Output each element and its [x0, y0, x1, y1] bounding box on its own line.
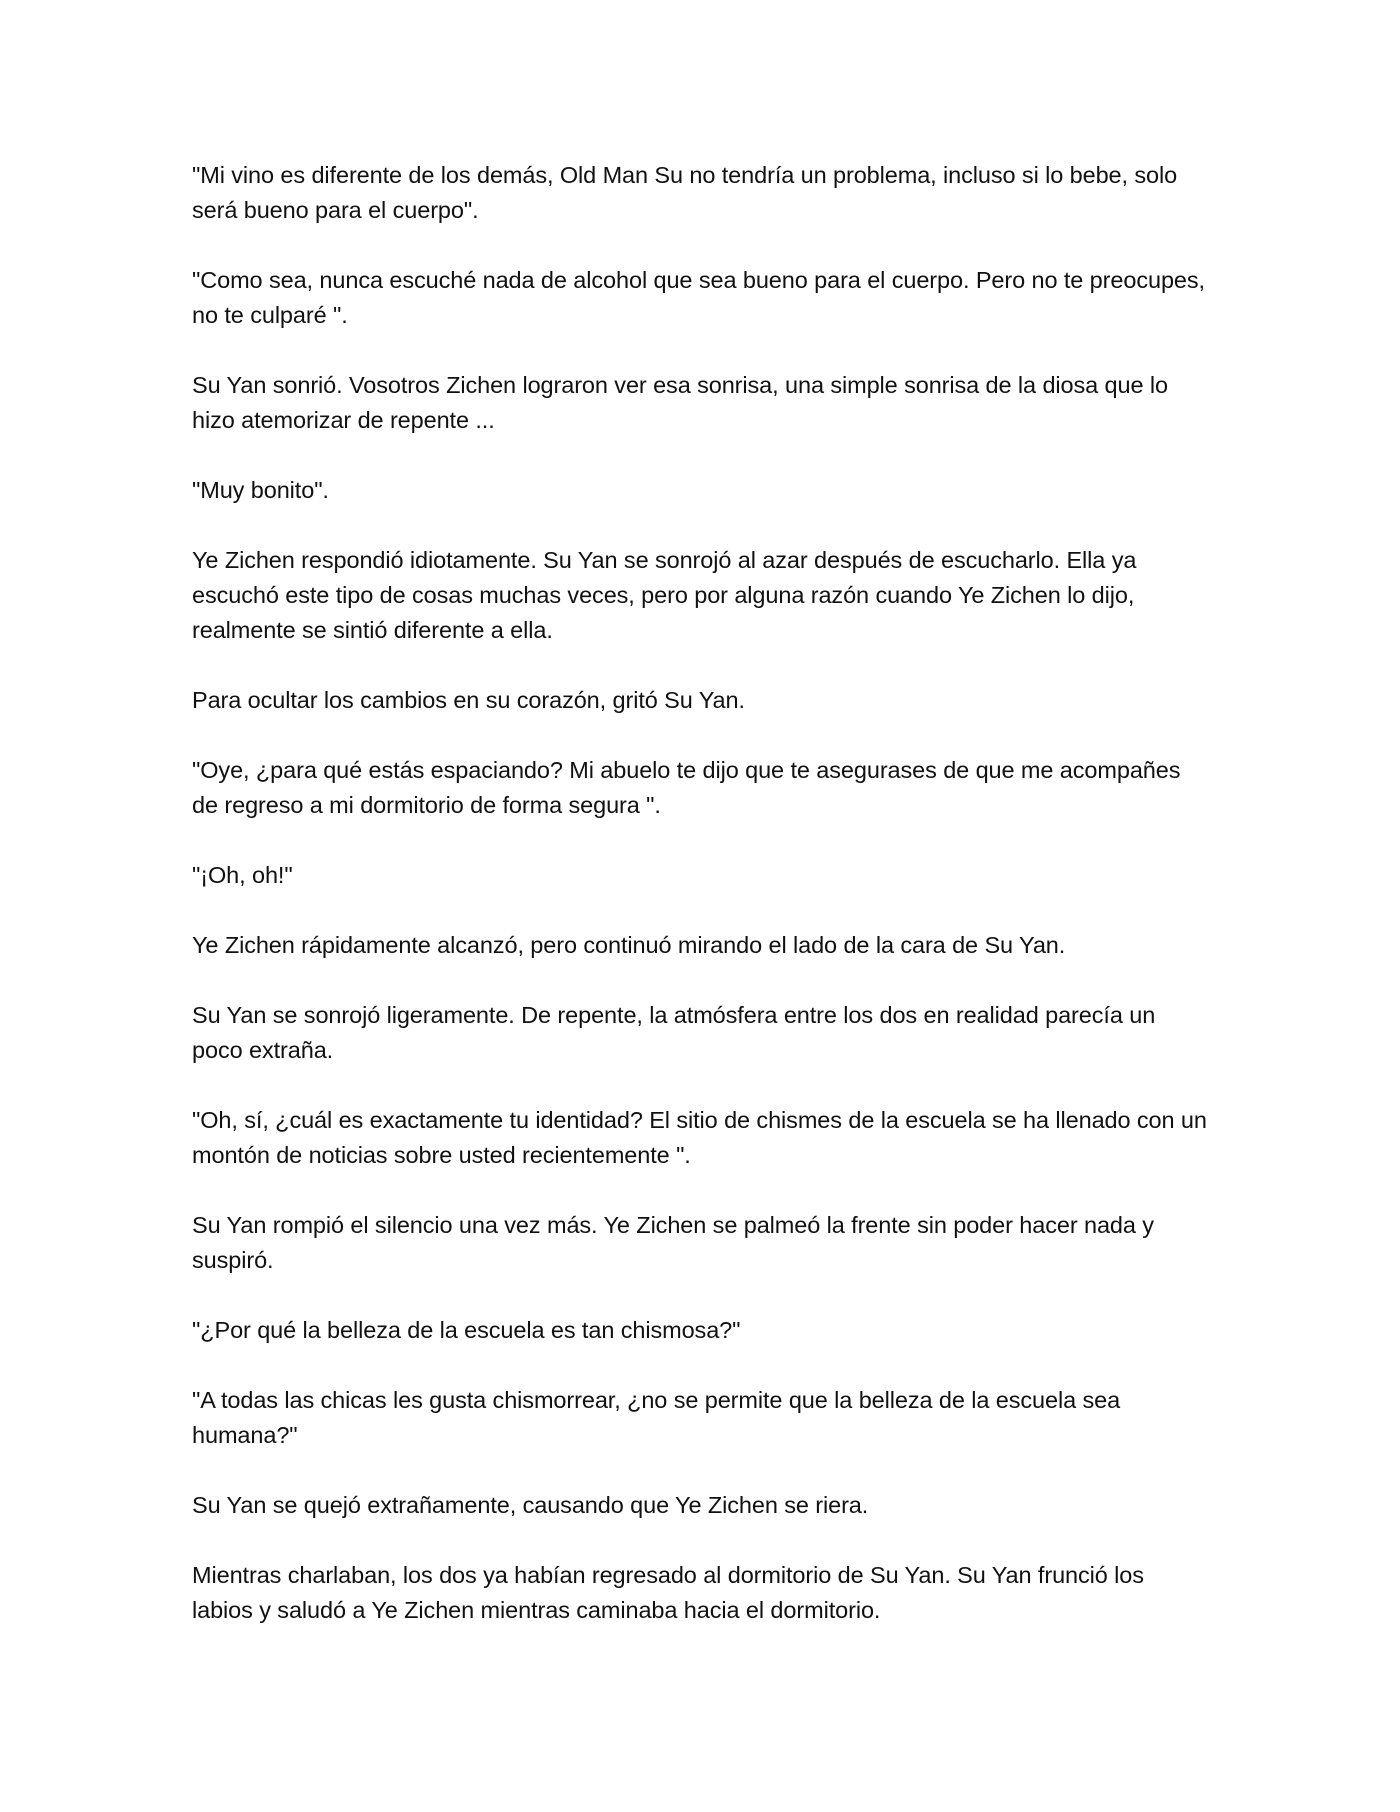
paragraph: "A todas las chicas les gusta chismorrear, ¿no se permite que la belleza de la escuela sea humana?" — [192, 1387, 1121, 1448]
paragraph: Para ocultar los cambios en su corazón, gritó Su Yan. — [192, 687, 745, 713]
paragraph: Su Yan se sonrojó ligeramente. De repente, la atmósfera entre los dos en realidad parecía un poco extraña. — [192, 1002, 1156, 1063]
paragraph: "¡Oh, oh!" — [192, 862, 293, 888]
paragraph: Ye Zichen respondió idiotamente. Su Yan se sonrojó al azar después de escucharlo. Ella ya escuchó este tipo de cosas muchas veces, pero por alguna razón cuando Ye Zichen lo dijo, realmente se sintió diferente a ella. — [192, 547, 1137, 643]
paragraph: Su Yan rompió el silencio una vez más. Ye Zichen se palmeó la frente sin poder hacer nada y suspiró. — [192, 1212, 1154, 1273]
paragraph: "¿Por qué la belleza de la escuela es tan chismosa?" — [192, 1317, 741, 1343]
paragraph: "Oh, sí, ¿cuál es exactamente tu identidad? El sitio de chismes de la escuela se ha llenado con un montón de noticias sobre usted recientemente ". — [192, 1107, 1207, 1168]
paragraph: "Oye, ¿para qué estás espaciando? Mi abuelo te dijo que te asegurases de que me acompañes de regreso a mi dormitorio de forma segura ". — [192, 757, 1181, 818]
document-body — [192, 158, 1208, 1663]
paragraph: "Muy bonito". — [192, 477, 329, 503]
paragraph: "Como sea, nunca escuché nada de alcohol que sea bueno para el cuerpo. Pero no te preocupes, no te culparé ". — [192, 267, 1205, 328]
paragraph: Mientras charlaban, los dos ya habían regresado al dormitorio de Su Yan. Su Yan frunció los labios y saludó a Ye Zichen mientras caminaba hacia el dormitorio. — [192, 1562, 1144, 1623]
paragraph: Su Yan se quejó extrañamente, causando que Ye Zichen se riera. — [192, 1492, 869, 1518]
paragraph: Su Yan sonrió. Vosotros Zichen lograron ver esa sonrisa, una simple sonrisa de la diosa que lo hizo atemorizar de repente ... — [192, 372, 1168, 433]
paragraph: "Mi vino es diferente de los demás, Old Man Su no tendría un problema, incluso si lo bebe, solo será bueno para el cuerpo". — [192, 162, 1178, 223]
paragraph: Ye Zichen rápidamente alcanzó, pero continuó mirando el lado de la cara de Su Yan. — [192, 932, 1066, 958]
